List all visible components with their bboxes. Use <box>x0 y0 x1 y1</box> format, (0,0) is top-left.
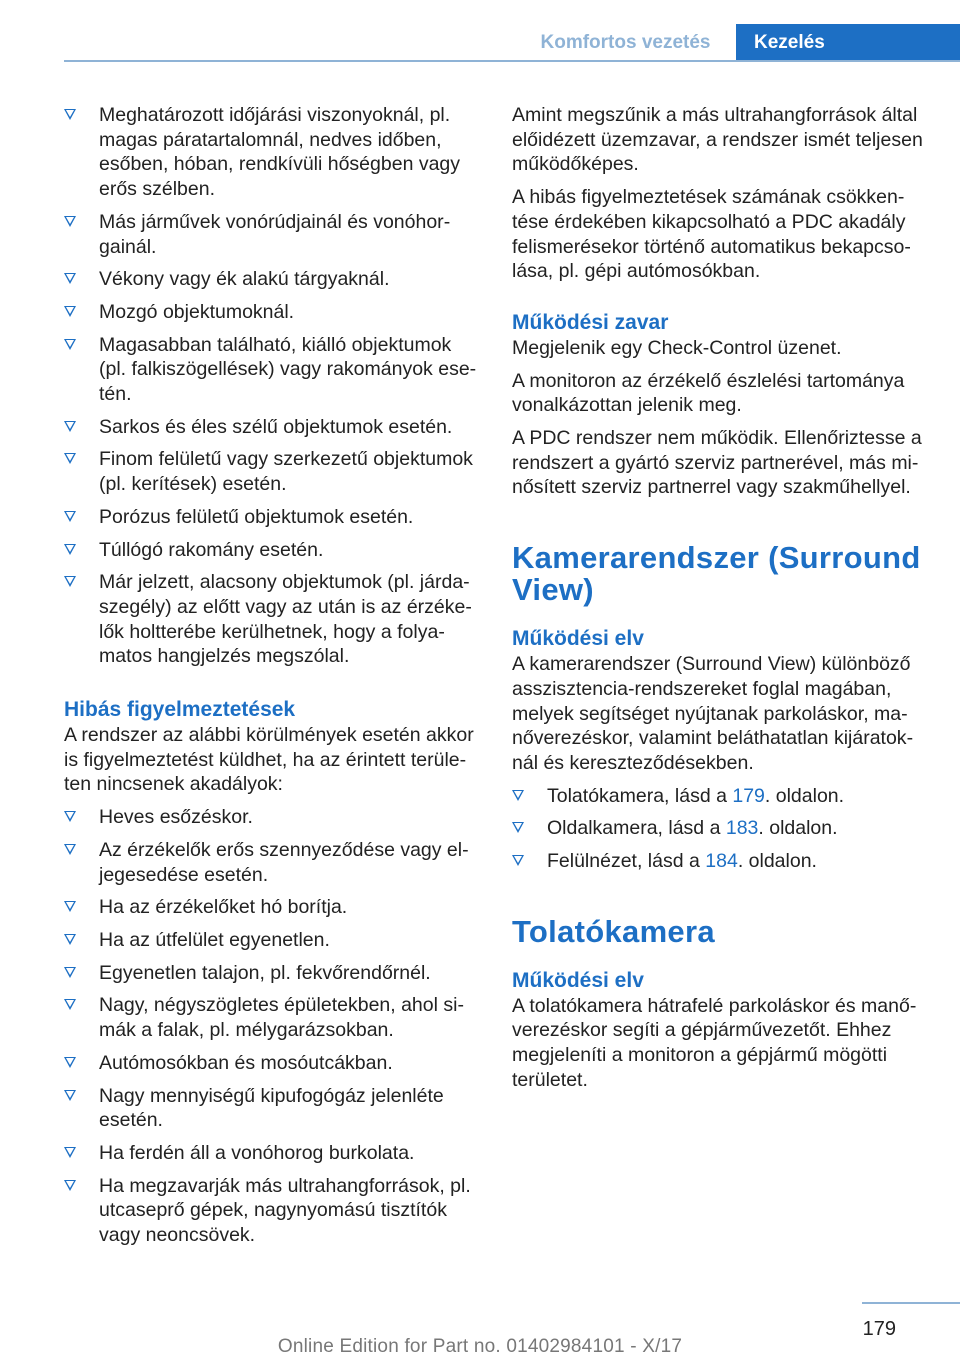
bullet-triangle-icon <box>64 544 76 555</box>
paragraph: Amint megszűnik a más ultrahangforrások által előidézett üzemzavar, a rendszer ismét teljesen működőképes. <box>512 104 923 176</box>
list-item: Ha az érzékelőket hó borítja. <box>64 895 482 920</box>
list-item: Magasabban található, kiálló objektumok (pl. falkiszögellések) vagy rakományok esetén. <box>64 333 482 407</box>
malfunction-heading: Működési zavar <box>512 310 669 334</box>
left-column <box>64 103 482 1256</box>
paragraph: Megjelenik egy Check-Control üzenet. <box>512 336 842 359</box>
bullet-triangle-icon <box>64 999 76 1010</box>
list-item: Meghatározott időjárási viszonyoknál, pl. magas páratartalomnál, nedves időben, esőben, hóban, rendkívüli hőségben vagy erős szélben. <box>64 103 482 202</box>
list-item: Már jelzett, alacsony objektumok (pl. járdaszegély) az előtt vagy az után is az érzékelők holtterébe kerülhetnek, hogy a folyamatos hangjelzés megszólal. <box>64 570 482 669</box>
header-section-tab: Komfortos vezetés <box>540 32 711 53</box>
bullet-triangle-icon <box>64 273 76 284</box>
bullet-triangle-icon <box>64 1180 76 1191</box>
page-link-184[interactable]: 184 <box>705 850 738 873</box>
list-item: Heves esőzéskor. <box>64 805 482 830</box>
page-link-179[interactable]: 179 <box>732 784 765 807</box>
bullet-triangle-icon <box>64 109 76 120</box>
list-item: Oldalkamera, lásd a 183. oldalon. <box>512 816 932 841</box>
paragraph: A kamerarendszer (Surround View) különböző asszisztencia-rendszereket foglal magában, melyek segítséget nyújtanak parkoláskor, manőverezéskor, valamint beláthatatlan kijáratoknál és kereszteződésekben. <box>512 653 914 774</box>
false-warning-list <box>64 805 482 1248</box>
false-warnings-intro: A rendszer az alábbi körülmények esetén akkor is figyelmeztetést küldhet, ha az érintett területen nincsenek akadályok: <box>64 724 474 796</box>
false-warnings-heading: Hibás figyelmeztetések <box>64 698 296 722</box>
paragraph: A hibás figyelmeztetések számának csökkentése érdekében kikapcsolható a PDC akadály felismerésekor történő automatikus bekapcsolása, pl. gépi autómosókban. <box>512 186 911 283</box>
list-item: Mozgó objektumoknál. <box>64 300 482 325</box>
list-item: Ha megzavarják más ultrahangforrások, pl. utcaseprő gépek, nagynyomású tisztítók vagy neoncsövek. <box>64 1174 482 1248</box>
bullet-triangle-icon <box>64 511 76 522</box>
list-item: Ha az útfelület egyenetlen. <box>64 928 482 953</box>
list-item: Felülnézet, lásd a 184. oldalon. <box>512 849 932 874</box>
list-item: Egyenetlen talajon, pl. fekvőrendőrnél. <box>64 961 482 986</box>
bullet-triangle-icon <box>512 790 524 801</box>
bullet-triangle-icon <box>64 306 76 317</box>
page-link-183[interactable]: 183 <box>725 817 759 840</box>
edition-footer: Online Edition for Part no. 01402984101 - X/17 <box>277 1336 683 1357</box>
bullet-triangle-icon <box>64 421 76 432</box>
bullet-triangle-icon <box>64 339 76 350</box>
bullet-triangle-icon <box>64 934 76 945</box>
paragraph: A PDC rendszer nem működik. Ellenőriztesse a rendszert a gyártó szerviz partnerével, más minősített szerviz partnerrel vagy szakműhellyel. <box>512 427 922 499</box>
header-chapter-tab: Kezelés <box>736 24 960 62</box>
bullet-triangle-icon <box>64 1057 76 1068</box>
camera-system-title: Kamerarendszer (Surround View) <box>512 540 921 608</box>
principle-heading: Működési elv <box>512 627 644 651</box>
list-item: Vékony vagy ék alakú tárgyaknál. <box>64 267 482 292</box>
header-rule <box>64 60 960 62</box>
bullet-triangle-icon <box>512 822 524 833</box>
principle-heading: Működési elv <box>512 968 644 992</box>
right-column <box>512 103 932 1101</box>
bullet-triangle-icon <box>64 1147 76 1158</box>
bullet-triangle-icon <box>64 844 76 855</box>
bullet-triangle-icon <box>512 855 524 866</box>
bullet-triangle-icon <box>64 1090 76 1101</box>
camera-link-list <box>512 784 932 874</box>
bullet-triangle-icon <box>64 967 76 978</box>
bullet-triangle-icon <box>64 576 76 587</box>
bullet-triangle-icon <box>64 216 76 227</box>
list-item: Nagy mennyiségű kipufogógáz jelenléte esetén. <box>64 1084 482 1133</box>
list-item: Nagy, négyszögletes épületekben, ahol simák a falak, pl. mélygarázsokban. <box>64 993 482 1042</box>
bullet-triangle-icon <box>64 811 76 822</box>
list-item: Sarkos és éles szélű objektumok esetén. <box>64 415 482 440</box>
list-item: Tolatókamera, lásd a 179. oldalon. <box>512 784 932 809</box>
bullet-triangle-icon <box>64 453 76 464</box>
paragraph: A tolatókamera hátrafelé parkoláskor és manőverezéskor segíti a gépjárművezetőt. Ehhez megjeleníti a monitoron a gépjármű mögötti területet. <box>512 994 917 1091</box>
condition-list <box>64 103 482 669</box>
list-item: Porózus felületű objektumok esetén. <box>64 505 482 530</box>
list-item: Más járművek vonórúdjainál és vonóhorgainál. <box>64 210 482 259</box>
footer-rule <box>862 1302 960 1304</box>
list-item: Túllógó rakomány esetén. <box>64 538 482 563</box>
list-item: Ha ferdén áll a vonóhorog burkolata. <box>64 1141 482 1166</box>
reversing-camera-title: Tolatókamera <box>512 913 715 949</box>
list-item: Finom felületű vagy szerkezetű objektumok (pl. kerítések) esetén. <box>64 447 482 496</box>
list-item: Autómosókban és mosóutcákban. <box>64 1051 482 1076</box>
paragraph: A monitoron az érzékelő észlelési tartománya vonalkázottan jelenik meg. <box>512 369 905 417</box>
list-item: Az érzékelők erős szennyeződése vagy eljegesedése esetén. <box>64 838 482 887</box>
bullet-triangle-icon <box>64 901 76 912</box>
page-number: 179 <box>862 1318 896 1340</box>
